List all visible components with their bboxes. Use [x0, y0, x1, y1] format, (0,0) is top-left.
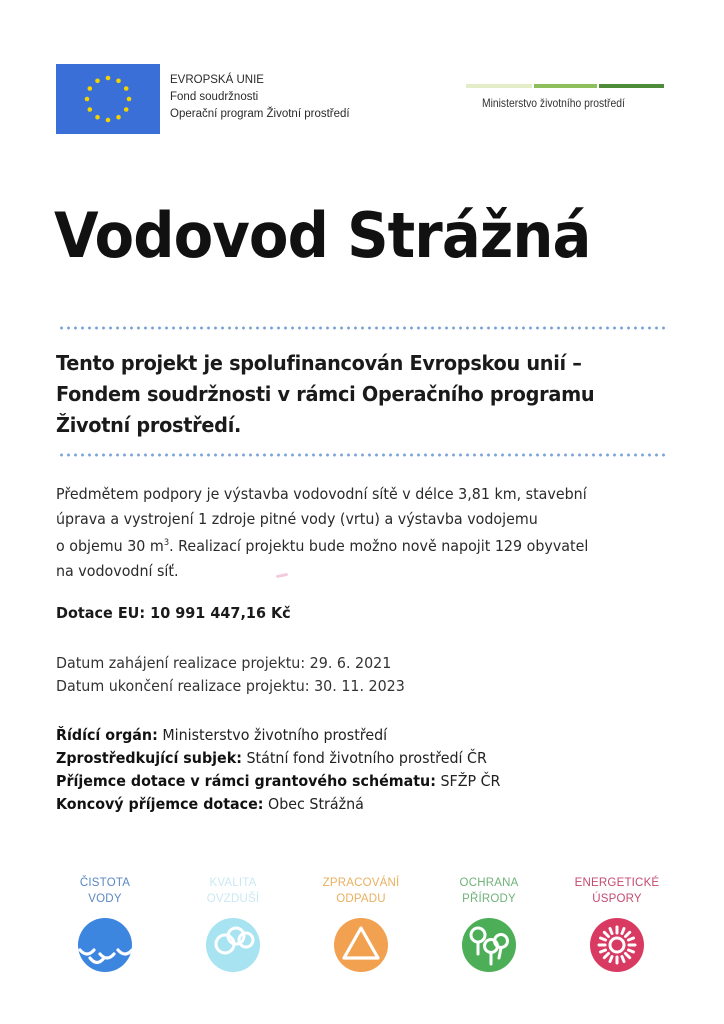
recycle-triangle-icon [334, 918, 388, 972]
priority-label: ÚSPORY [592, 893, 642, 905]
priority-energy [562, 875, 672, 972]
description-line [56, 531, 588, 559]
start-date: Datum zahájení realizace projektu: 29. 6. 2021 [56, 654, 392, 672]
priority-label: VODY [88, 893, 122, 905]
role-value: Obec Strážná [263, 795, 364, 813]
description-text: o objemu 30 m [56, 537, 164, 556]
role-value: SFŽP ČR [435, 772, 501, 790]
description-line: na vodovodní síť. [56, 561, 179, 580]
cloud-icon [206, 918, 260, 972]
sun-icon [590, 918, 644, 972]
eu-flag-icon [56, 64, 160, 134]
priority-label: OCHRANA [459, 877, 519, 889]
description-text: . Realizací projektu bude možno nově napojit 129 obyvatel [169, 537, 589, 556]
priority-label: KVALITA [209, 877, 257, 889]
priority-waste [306, 875, 416, 972]
water-waves-icon [78, 918, 132, 972]
eu-grant-amount: Dotace EU: 10 991 447,16 Kč [56, 604, 291, 622]
eu-logo-text [170, 72, 350, 123]
priority-label: ZPRACOVÁNÍ [322, 877, 400, 889]
lead-line: Fondem soudržnosti v rámci Operačního programu [56, 382, 595, 406]
description-line: úprava a vystrojení 1 zdroje pitné vody (vrtu) a výstavba vodojemu [56, 509, 538, 528]
dotted-divider [58, 326, 666, 330]
project-dates [56, 652, 435, 698]
role-label: Zprostředkující subjek: [56, 749, 242, 767]
priority-label: ODPADU [336, 893, 386, 905]
priority-air [178, 875, 288, 972]
ministry-logo-label: Ministerstvo životního prostředí [482, 96, 625, 110]
priority-water [50, 875, 160, 972]
eu-logo-line: Fond soudržnosti [170, 91, 259, 103]
role-label: Řídící orgán: [56, 726, 158, 744]
superscript: 3 [163, 538, 170, 548]
priority-label: PŘÍRODY [462, 893, 516, 905]
lead-line: Tento projekt je spolufinancován Evropskou unií – [56, 351, 582, 375]
role-intermediate-body [56, 747, 500, 770]
role-value: Ministerstvo životního prostředí [157, 726, 388, 744]
role-value: Státní fond životního prostředí ČR [241, 749, 487, 767]
role-final-recipient [56, 793, 500, 816]
end-date: Datum ukončení realizace projektu: 30. 11. 2023 [56, 677, 405, 695]
role-managing-authority [56, 724, 500, 747]
role-grant-recipient [56, 770, 500, 793]
eu-logo-line: EVROPSKÁ UNIE [170, 74, 264, 86]
project-description [56, 482, 635, 583]
ministry-logo-bars [466, 84, 664, 89]
priority-label: ČISTOTA [79, 877, 131, 889]
description-line: Předmětem podpory je výstavba vodovodní sítě v délce 3,81 km, stavební [56, 485, 587, 503]
priority-label: ENERGETICKÉ [574, 877, 660, 889]
project-roles [56, 724, 539, 816]
page-title: Vodovod Strážná [54, 199, 591, 272]
priority-label: OVZDUŠÍ [206, 893, 260, 905]
priority-axes [0, 875, 724, 985]
lead-statement [56, 348, 676, 441]
priority-nature [434, 875, 544, 972]
lead-line: Životní prostředí. [56, 413, 242, 437]
trees-icon [462, 918, 516, 972]
dotted-divider [58, 453, 666, 457]
role-label: Koncový příjemce dotace: [56, 795, 264, 813]
header [0, 0, 724, 150]
eu-logo-line: Operační program Životní prostředí [170, 108, 350, 120]
role-label: Příjemce dotace v rámci grantového schématu: [56, 772, 436, 790]
